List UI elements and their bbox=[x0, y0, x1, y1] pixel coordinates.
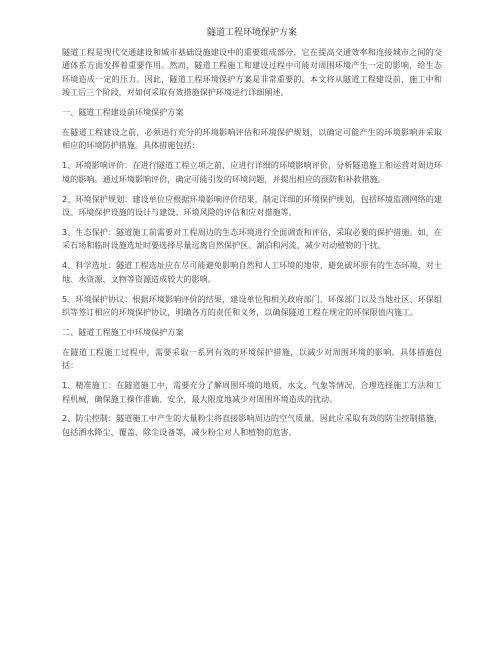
section-1-item-4: 4、科学选址：隧道工程选址应在尽可能避免影响自然和人工环境的地带，避免破坏原有的生态环境，对土地、水资源、文物等资源造成较大的影响。 bbox=[62, 260, 442, 284]
document-body bbox=[62, 26, 442, 446]
intro-paragraph: 隧道工程是现代交通建设和城市基础设施建设中的重要组成部分，它在提高交通效率和连接城市之间的交通体系方面发挥着重要作用。然而，隧道工程施工和建设过程中可能对周围环境产生一定的影响，给生态环境造成一定的压力。因此，隧道工程环境保护方案是非常重要的。本文将从隧道工程建设前、施工中和竣工后三个阶段，对如何采取有效措施保护环境进行详细阐述。 bbox=[62, 47, 442, 98]
section-2-item-2: 2、防尘控制：隧道施工中产生的大量粉尘将直接影响周边的空气质量，因此应采取有效的防尘控制措施，包括洒水降尘、覆盖、除尘设备等，减少粉尘对人和植物的危害。 bbox=[62, 413, 442, 437]
section-2-item-1: 1、精准施工：在隧道施工中，需要充分了解周围环境的地质、水文、气象等情况，合理选择施工方法和工程机械，确保施工操作准确、安全，最大限度地减少对周围环境造成的扰动。 bbox=[62, 380, 442, 404]
section-1-item-5: 5、环境保护协议：根据环境影响评价的结果，建设单位和相关政府部门、环保部门以及当地社区、环保组织等签订相应的环境保护协议，明确各方的责任和义务，以确保隧道工程在规定的环保限值内施工。 bbox=[62, 293, 442, 317]
section-1-item-1: 1、环境影响评价：在进行隧道工程立项之前，应进行详细的环境影响评价，分析隧道施工和运营对周边环境的影响。通过环境影响评价，确定可能引发的环境问题，并提出相应的预防和补救措施。 bbox=[62, 160, 442, 184]
section-1-intro: 在隧道工程建设之前，必须进行充分的环境影响评估和环境保护规划，以确定可能产生的环境影响并采取相应的环境防护措施。具体措施包括： bbox=[62, 127, 442, 151]
section-1-item-3: 3、生态保护：隧道施工前需要对工程周边的生态环境进行全面调查和评估，采取必要的保护措施。如，在采石场和临时设施选址时要选择尽量远离自然保护区、湖泊和河流，减少对动植物的干扰。 bbox=[62, 226, 442, 251]
section-2-intro: 在隧道工程施工过程中，需要采取一系列有效的环境保护措施，以减少对周围环境的影响。具体措施包括： bbox=[62, 346, 442, 371]
section-1-heading: 一、隧道工程建设前环境保护方案 bbox=[62, 107, 184, 118]
section-2-heading: 二、隧道工程施工中环境保护方案 bbox=[62, 326, 184, 337]
document-title: 隧道工程环境保护方案 bbox=[206, 28, 297, 38]
section-1-item-2: 2、环境保护规划：建设单位应根据环境影响评价结果，制定详细的环境保护规划，包括环境监测网络的建设、环境保护设施的设计与建设、环境风险的评估和应对措施等。 bbox=[62, 193, 442, 218]
